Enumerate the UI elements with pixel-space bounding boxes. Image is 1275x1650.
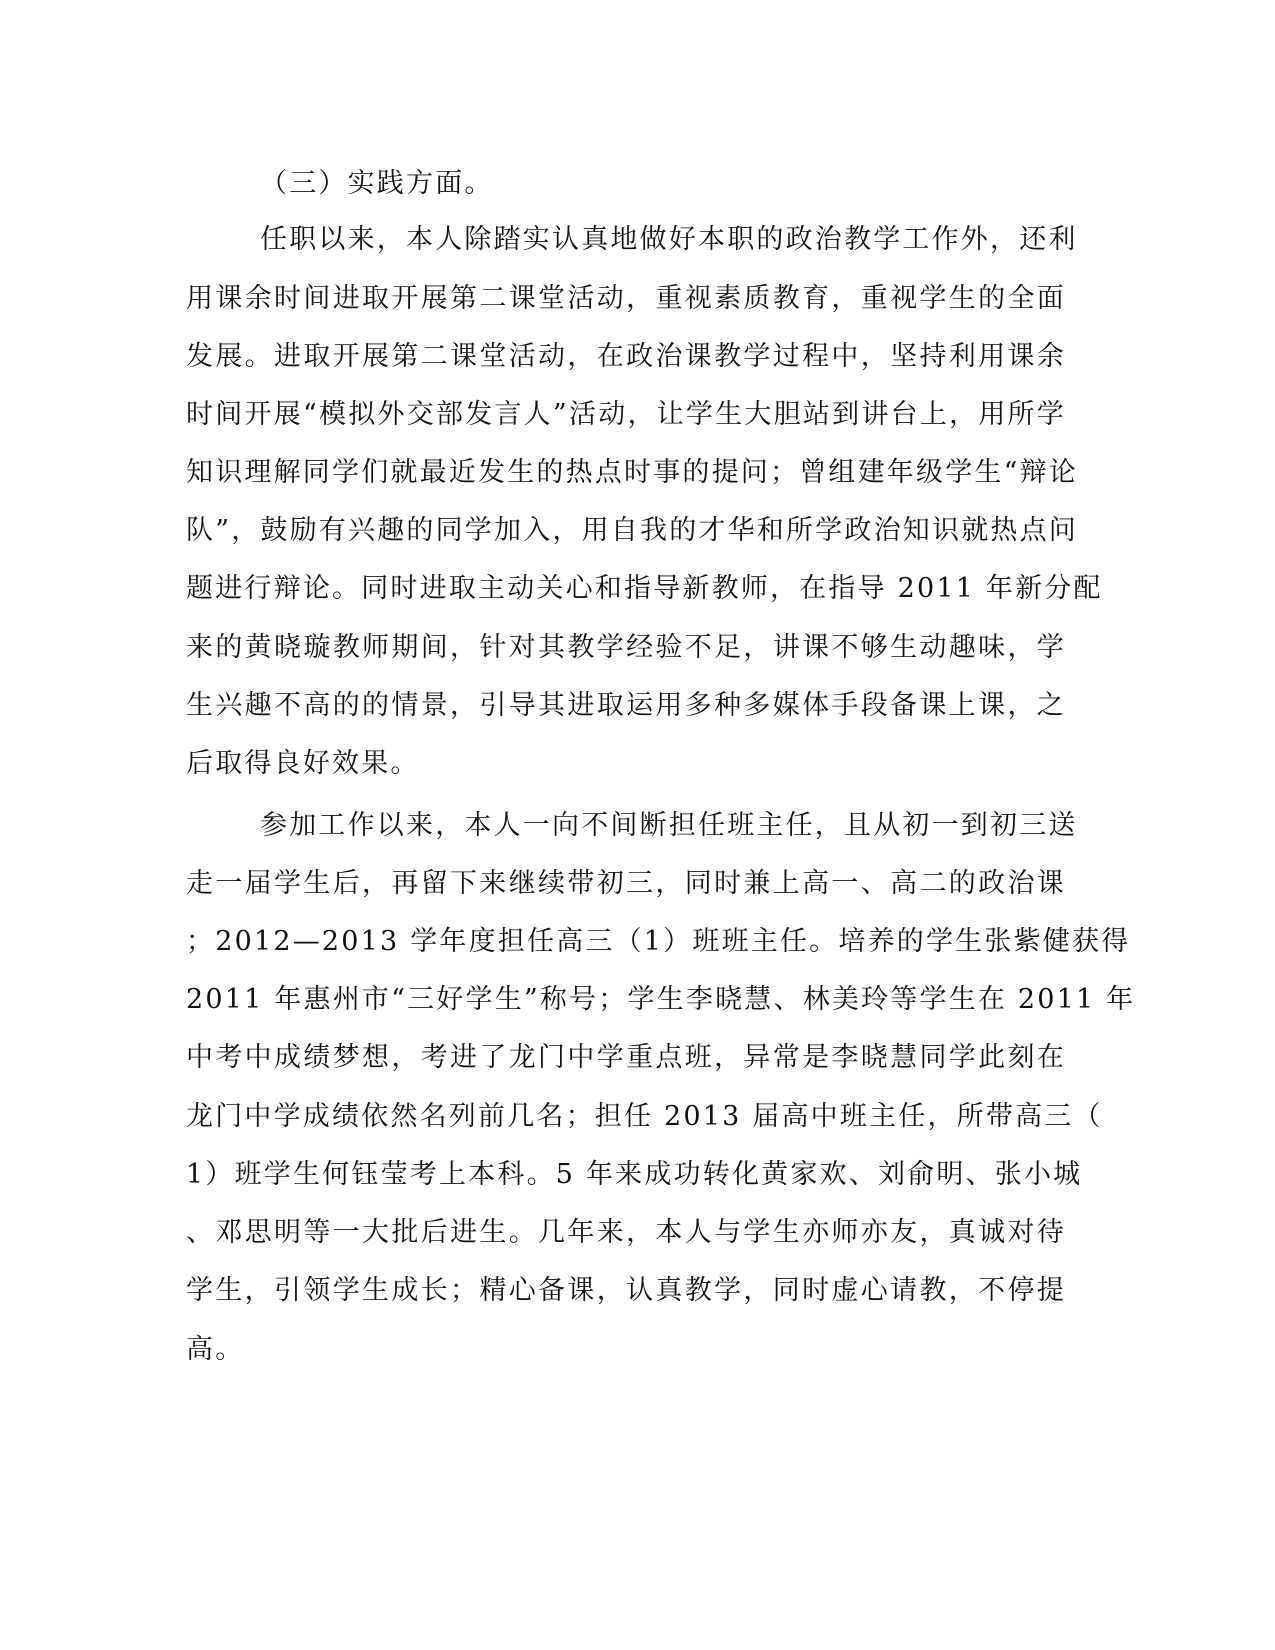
paragraph-2-line-9: 学生，引领学生成长；精心备课，认真教学，同时虚心请教，不停提 — [186, 1275, 1066, 1306]
paragraph-2-line-8: 、邓思明等一大批后进生。几年来，本人与学生亦师亦友，真诚对待 — [186, 1217, 1066, 1248]
paragraph-2-line-4: 2011 年惠州市“三好学生”称号；学生李晓慧、林美玲等学生在 2011 年 — [186, 984, 1136, 1015]
paragraph-2-line-6: 龙门中学成绩依然名列前几名；担任 2013 届高中班主任，所带高三（ — [186, 1101, 1103, 1132]
paragraph-2-line-2: 走一届学生后，再留下来继续带初三，同时兼上高一、高二的政治课 — [186, 868, 1066, 899]
paragraph-1-line-3: 发展。进取开展第二课堂活动，在政治课教学过程中，坚持利用课余 — [186, 341, 1066, 372]
paragraph-2-line-5: 中考中成绩梦想，考进了龙门中学重点班，异常是李晓慧同学此刻在 — [186, 1042, 1066, 1073]
paragraph-1-line-9: 生兴趣不高的的情景，引导其进取运用多种多媒体手段备课上课，之 — [186, 690, 1066, 721]
section-heading: （三）实践方面。 — [260, 168, 494, 199]
paragraph-2-line-3: ；2012—2013 学年度担任高三（1）班班主任。培养的学生张紫健获得 — [186, 926, 1131, 957]
paragraph-1-line-8: 来的黄晓璇教师期间，针对其教学经验不足，讲课不够生动趣味，学 — [186, 632, 1066, 663]
paragraph-1-line-7: 题进行辩论。同时进取主动关心和指导新教师，在指导 2011 年新分配 — [186, 573, 1103, 604]
paragraph-1-line-4: 时间开展“模拟外交部发言人”活动，让学生大胆站到讲台上，用所学 — [186, 399, 1066, 430]
paragraph-1-line-2: 用课余时间进取开展第二课堂活动，重视素质教育，重视学生的全面 — [186, 283, 1066, 314]
paragraph-2-line-1: 参加工作以来，本人一向不间断担任班主任，且从初一到初三送 — [260, 810, 1078, 841]
paragraph-1-line-5: 知识理解同学们就最近发生的热点时事的提问；曾组建年级学生“辩论 — [186, 457, 1079, 488]
paragraph-2-line-7: 1）班学生何钰莹考上本科。5 年来成功转化黄家欢、刘俞明、张小城 — [186, 1159, 1083, 1190]
paragraph-1-line-1: 任职以来，本人除踏实认真地做好本职的政治教学工作外，还利 — [260, 224, 1078, 255]
paragraph-1-line-10: 后取得良好效果。 — [186, 748, 420, 779]
paragraph-1-line-6: 队”，鼓励有兴趣的同学加入，用自我的才华和所学政治知识就热点问 — [186, 515, 1079, 546]
paragraph-2-line-10: 高。 — [186, 1334, 245, 1365]
